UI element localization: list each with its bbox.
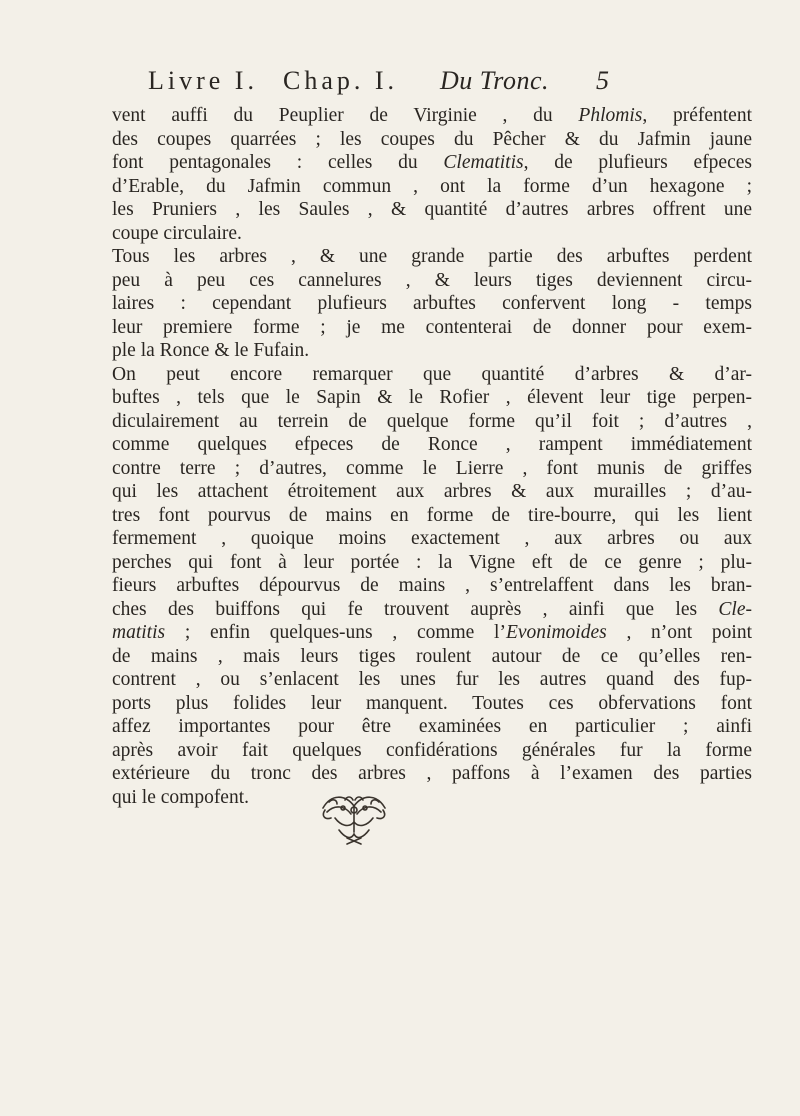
text-line [112, 128, 752, 152]
text-line [112, 739, 752, 763]
text-run: font pentagonales : celles du [112, 152, 444, 173]
text-line [112, 786, 752, 810]
header-book-label: Livre I. [148, 66, 258, 95]
text-run: contre terre ; d’autres, comme le Lierre , font munis de griffes [112, 457, 752, 479]
text-line [112, 386, 752, 410]
text-run: tres font pourvus de mains en forme de tire-bourre, qui les lient [112, 504, 752, 526]
text-run: buftes , tels que le Sapin & le Rofier , élevent leur tige perpen- [112, 387, 752, 408]
text-run: Tous les arbres , & une grande partie des arbuftes perdent [112, 246, 752, 267]
text-line [112, 339, 752, 363]
text-line [112, 598, 752, 622]
text-line [112, 527, 752, 551]
text-run: des coupes quarrées ; les coupes du Pêcher & du Jafmin jaune [112, 128, 752, 150]
text-line [112, 457, 752, 481]
text-line [112, 151, 752, 175]
italic-term: Evonimoides [505, 622, 607, 643]
text-run: affez importantes pour être examinées en particulier ; ainfi [112, 716, 752, 737]
text-line [112, 222, 752, 246]
text-run: de mains , mais leurs tiges roulent autour de ce qu’elles ren- [112, 645, 752, 667]
italic-term: Phlomis [578, 105, 643, 126]
text-run: qui le compofent. [112, 786, 250, 808]
text-run: ple la Ronce & le Fufain. [112, 340, 310, 361]
text-run: coupe circulaire. [112, 222, 242, 244]
text-run: diculairement au terrein de quelque forme qu’il foit ; d’autres , [112, 410, 752, 432]
floral-tailpiece-ornament-icon [315, 788, 393, 848]
header-subject-label: Du Tronc. [440, 66, 549, 95]
text-line [112, 104, 752, 128]
text-run: les Pruniers , les Saules , & quantité d’autres arbres offrent une [112, 199, 752, 220]
text-line [112, 292, 752, 316]
text-run: laires : cependant plufieurs arbuftes confervent long - temps [112, 293, 752, 314]
text-line [112, 762, 752, 786]
text-line [112, 551, 752, 575]
text-line [112, 316, 752, 340]
text-run: qui les attachent étroitement aux arbres & aux murailles ; d’au- [112, 481, 752, 502]
text-line [112, 363, 752, 387]
text-run: comme quelques efpeces de Ronce , rampent immédiatement [112, 434, 752, 455]
text-run: ports plus folides leur manquent. Toutes ces obfervations font [112, 692, 752, 714]
text-run: , préfentent [642, 105, 752, 126]
text-line [112, 175, 752, 199]
text-run: On peut encore remarquer que quantité d’arbres & d’ar- [112, 363, 752, 385]
text-run: fermement , quoique moins exactement , aux arbres ou aux [112, 528, 752, 549]
italic-term: matitis [112, 622, 166, 643]
text-line [112, 504, 752, 528]
running-header [148, 66, 618, 102]
text-line [112, 198, 752, 222]
text-run: , n’ont point [606, 622, 752, 643]
text-run: , de plufieurs efpeces [523, 152, 752, 173]
text-run: vent auffi du Peuplier de Virginie , du [112, 105, 579, 126]
text-line [112, 269, 752, 293]
text-line [112, 692, 752, 716]
italic-term: Cle- [718, 598, 752, 620]
page-number: 5 [596, 66, 610, 95]
text-line [112, 410, 752, 434]
text-line [112, 433, 752, 457]
text-run: ches des buiffons qui fe trouvent auprès , ainfi que les [112, 598, 719, 620]
text-line [112, 245, 752, 269]
text-run: après avoir fait quelques confidérations générales fur la forme [112, 739, 752, 761]
text-run: fieurs arbuftes dépourvus de mains , s’entrelaffent dans les bran- [112, 575, 752, 596]
text-line [112, 645, 752, 669]
text-run: peu à peu ces cannelures , & leurs tiges deviennent circu- [112, 269, 752, 291]
header-chapter-label: Chap. I. [283, 66, 399, 95]
body-text [112, 104, 752, 809]
text-line [112, 574, 752, 598]
text-line [112, 715, 752, 739]
text-line [112, 621, 752, 645]
italic-term: Clematitis [443, 152, 524, 173]
text-run: contrent , ou s’enlacent les unes fur les autres quand des fup- [112, 669, 752, 690]
text-run: leur premiere forme ; je me contenterai de donner pour exem- [112, 316, 752, 338]
text-run: perches qui font à leur portée : la Vigne eft de ce genre ; plu- [112, 551, 752, 573]
text-line [112, 668, 752, 692]
text-run: d’Erable, du Jafmin commun , ont la forme d’un hexagone ; [112, 175, 752, 197]
text-run: extérieure du tronc des arbres , paffons à l’examen des parties [112, 763, 752, 784]
text-run: ; enfin quelques-uns , comme l’ [165, 622, 506, 643]
text-line [112, 480, 752, 504]
